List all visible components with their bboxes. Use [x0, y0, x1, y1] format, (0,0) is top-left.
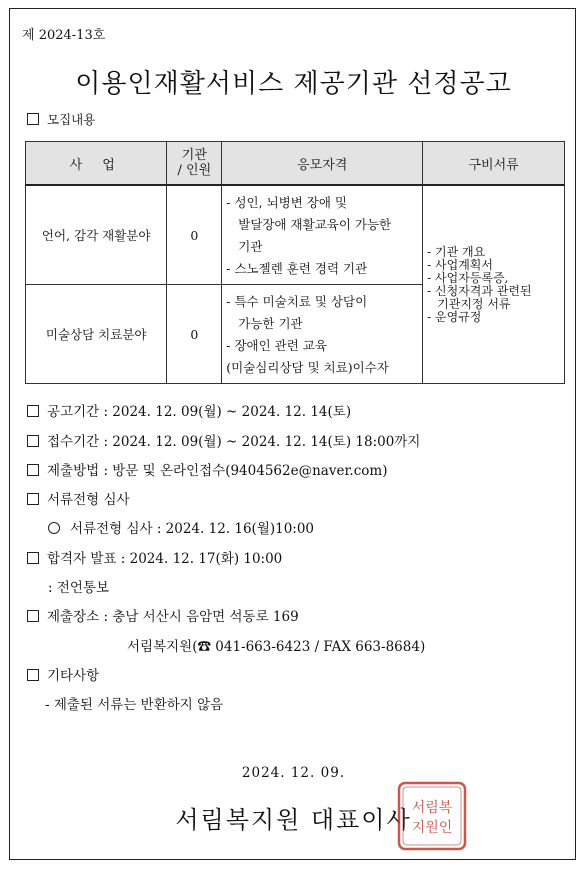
- field-cell: 미술상담 치료분야: [26, 285, 167, 384]
- checkbox-icon: [27, 113, 39, 125]
- recruit-heading: 모집내용: [27, 110, 95, 128]
- field-cell: 언어, 감각 재활분야: [26, 185, 167, 285]
- header-count: 기관 / 인원: [167, 142, 222, 186]
- documents-cell: - 기관 개요 - 사업계획서 - 사업자등록증, - 신청자격과 관련된 기관지정 서류 - 운영규정: [423, 185, 565, 384]
- checkbox-icon: [27, 405, 39, 417]
- checkbox-icon: [27, 464, 39, 476]
- header-business: 사 업: [26, 142, 167, 186]
- header-qualification: 응모자격: [222, 142, 423, 186]
- svg-text:서림복: 서림복: [411, 800, 453, 816]
- other-detail: - 제출된 서류는 반환하지 않음: [45, 697, 224, 713]
- checkbox-icon: [27, 610, 39, 622]
- signatory-name: 서림복지원 대표이사: [175, 806, 412, 834]
- circle-bullet-icon: [48, 522, 60, 534]
- other-heading: 기타사항: [27, 664, 99, 684]
- notice-period: 공고기간 : 2024. 12. 09(월) ~ 2024. 12. 14(토): [27, 400, 351, 420]
- svg-text:지원인: 지원인: [411, 820, 453, 836]
- place-contact: 서림복지원(☎ 041-663-6423 / FAX 663-8684): [127, 639, 426, 655]
- document-date: 2024. 12. 09.: [241, 765, 346, 781]
- announcement-note: : 전언통보: [48, 580, 110, 596]
- table-row: [26, 185, 565, 285]
- document-title: 이용인재활서비스 제공기관 선정공고: [75, 69, 512, 99]
- count-cell: 0: [167, 185, 222, 285]
- screening-detail: 서류전형 심사 : 2024. 12. 16(월)10:00: [48, 517, 314, 537]
- checkbox-icon: [27, 669, 39, 681]
- receipt-period: 접수기간 : 2024. 12. 09(월) ~ 2024. 12. 14(토) 18:00까지: [27, 430, 420, 450]
- announcement: 합격자 발표 : 2024. 12. 17(화) 10:00: [27, 547, 282, 567]
- checkbox-icon: [27, 552, 39, 564]
- official-seal: [396, 780, 468, 852]
- submission-place: 제출장소 : 충남 서산시 음암면 석동로 169: [27, 605, 299, 625]
- checkbox-icon: [27, 435, 39, 447]
- qualification-cell: - 특수 미술치료 및 상담이 가능한 기관 - 장애인 관련 교육 (미술심리상담 및 치료)이수자: [222, 285, 423, 384]
- checkbox-icon: [27, 493, 39, 505]
- header-documents: 구비서류: [423, 142, 565, 186]
- screening-heading: 서류전형 심사: [27, 488, 130, 508]
- qualification-cell: - 성인, 뇌병변 장애 및 발달장애 재활교육이 가능한 기관 - 스노젤렌 훈련 경력 기관: [222, 185, 423, 285]
- submission-method: 제출방법 : 방문 및 온라인접수(9404562e@naver.com): [27, 459, 387, 479]
- recruitment-table: [25, 141, 565, 384]
- table-header-row: [26, 142, 565, 186]
- count-cell: 0: [167, 285, 222, 384]
- document-number: 제 2024-13호: [22, 28, 106, 43]
